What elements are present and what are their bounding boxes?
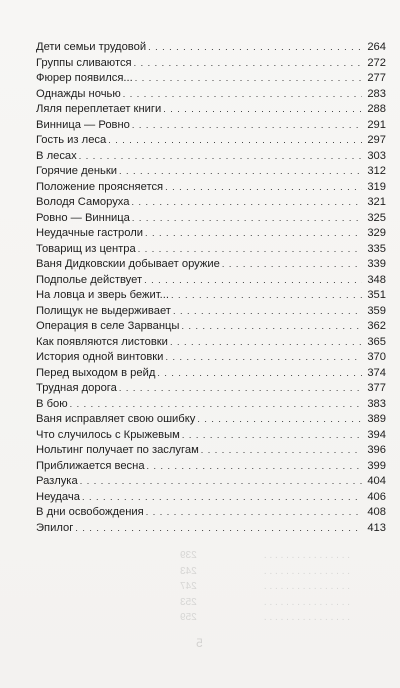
toc-entry — [36, 118, 386, 134]
dot-leader — [144, 273, 362, 289]
dot-leader — [131, 195, 362, 211]
toc-entry — [36, 350, 386, 366]
toc-entry-page: 348 — [367, 273, 386, 286]
toc-entry-page: 383 — [367, 397, 386, 410]
toc-entry-title: Фюрер появился... — [36, 72, 133, 84]
toc-entry-title: Володя Саморуха — [36, 196, 130, 208]
toc-entry-title: Приближается весна — [36, 459, 145, 472]
toc-entry — [36, 521, 386, 537]
toc-entry-page: 339 — [367, 258, 386, 270]
toc-entry-page: 396 — [367, 444, 386, 456]
toc-entry-page: 272 — [367, 56, 386, 69]
dot-leader — [173, 304, 362, 320]
dot-leader — [75, 521, 362, 537]
toc-entry-page: 351 — [367, 289, 386, 301]
dot-leader — [146, 505, 362, 521]
toc-entry-title: Как появляются листовки — [36, 335, 168, 348]
toc-entry-page: 321 — [367, 196, 386, 208]
toc-entry — [36, 428, 386, 444]
toc-entry-title: Однажды ночью — [36, 87, 121, 100]
toc-entry-page: 399 — [367, 459, 386, 472]
dot-leader — [182, 428, 362, 444]
toc-entry — [36, 474, 386, 490]
toc-entry-page: 362 — [367, 320, 386, 332]
toc-entry — [36, 149, 386, 165]
toc-entry-title: Перед выходом в рейд — [36, 366, 156, 379]
toc-entry — [36, 304, 386, 320]
toc-entry-page: 283 — [367, 87, 386, 100]
dot-leader — [157, 366, 362, 382]
toc-entry — [36, 180, 386, 196]
toc-entry-title: Товарищ из центра — [36, 242, 136, 255]
toc-entry — [36, 211, 386, 227]
toc-entry — [36, 505, 386, 521]
dot-leader — [165, 350, 362, 366]
toc-entry-title: В дни освобождения — [36, 506, 144, 518]
toc-entry — [36, 102, 386, 118]
dot-leader — [148, 40, 362, 56]
toc-entry-title: Операция в селе Зарванцы — [36, 320, 180, 332]
toc-entry-title: Горячие деньки — [36, 165, 117, 177]
toc-entry — [36, 71, 386, 87]
toc-entry-title: В бою — [36, 397, 68, 410]
toc-entry-title: Эпилог — [36, 521, 74, 534]
table-of-contents — [36, 40, 386, 536]
toc-entry-page: 365 — [367, 335, 386, 348]
dot-leader — [163, 102, 362, 118]
toc-entry-title: Группы сливаются — [36, 56, 132, 69]
toc-entry-title: Разлука — [36, 475, 78, 487]
toc-entry-page: 374 — [367, 366, 386, 379]
toc-entry-title: Гость из леса — [36, 134, 107, 146]
toc-entry — [36, 273, 386, 289]
toc-entry — [36, 257, 386, 273]
toc-entry — [36, 319, 386, 335]
toc-entry — [36, 397, 386, 413]
toc-entry — [36, 133, 386, 149]
toc-entry-page: 291 — [367, 118, 386, 131]
toc-entry — [36, 226, 386, 242]
toc-entry-page: 264 — [367, 41, 386, 53]
toc-entry — [36, 56, 386, 72]
toc-entry-title: История одной винтовки — [36, 351, 164, 363]
dot-leader — [171, 288, 362, 304]
toc-entry — [36, 288, 386, 304]
toc-entry-page: 325 — [367, 211, 386, 224]
bleed-through-page-number: 5 — [196, 636, 203, 650]
toc-entry-page: 377 — [367, 382, 386, 394]
toc-entry-title: Неудачные гастроли — [36, 227, 144, 239]
toc-entry-title: Положение проясняется — [36, 180, 164, 193]
toc-entry — [36, 195, 386, 211]
toc-entry-page: 312 — [367, 165, 386, 177]
toc-entry — [36, 366, 386, 382]
toc-entry — [36, 381, 386, 397]
toc-entry-page: 389 — [367, 413, 386, 425]
toc-entry-title: Нольтинг получает по заслугам — [36, 444, 199, 456]
toc-entry-title: Дети семьи трудовой — [36, 41, 147, 53]
toc-entry-title: Винница — Ровно — [36, 118, 130, 131]
toc-entry-title: Ваня исправляет свою ошибку — [36, 413, 196, 425]
toc-entry-page: 303 — [367, 149, 386, 162]
toc-entry — [36, 412, 386, 428]
toc-entry-page: 413 — [367, 521, 386, 534]
toc-entry-page: 408 — [367, 506, 386, 518]
toc-entry-title: На ловца и зверь бежит... — [36, 289, 169, 301]
toc-entry-page: 404 — [367, 475, 386, 487]
dot-leader — [119, 164, 362, 180]
dot-leader — [123, 87, 362, 103]
toc-entry-page: 370 — [367, 351, 386, 363]
toc-entry — [36, 164, 386, 180]
toc-entry-page: 319 — [367, 180, 386, 193]
toc-entry-title: Трудная дорога — [36, 382, 117, 394]
toc-entry — [36, 443, 386, 459]
toc-entry-title: В лесах — [36, 149, 77, 162]
dot-leader — [82, 490, 362, 506]
toc-entry-title: Полищук не выдерживает — [36, 304, 171, 317]
toc-entry-title: Что случилось с Крыжевым — [36, 428, 180, 441]
toc-entry — [36, 335, 386, 351]
dot-leader — [147, 459, 362, 475]
dot-leader — [222, 257, 362, 273]
toc-entry-page: 277 — [367, 72, 386, 84]
toc-entry-title: Ровно — Винница — [36, 211, 130, 224]
bleed-through-text: . . . . . . . . . . . . . . . . 239 . . . . . . . . . . . . . . . . 243 . . . . . . . . . . . . . . . . 247 . . . . . . . . . . . . . . . . 253 . . . . . . . . . . . . . . . . 259 — [180, 550, 350, 623]
toc-entry-page: 335 — [367, 242, 386, 255]
dot-leader — [134, 56, 362, 72]
dot-leader — [132, 211, 362, 227]
toc-entry-page: 297 — [367, 134, 386, 146]
toc-entry-page: 406 — [367, 490, 386, 503]
dot-leader — [70, 397, 362, 413]
toc-entry — [36, 459, 386, 475]
dot-leader — [135, 71, 362, 87]
toc-entry — [36, 40, 386, 56]
toc-entry — [36, 242, 386, 258]
dot-leader — [132, 118, 362, 134]
toc-entry-page: 288 — [367, 103, 386, 115]
toc-entry-title: Ваня Дидковскии добывает оружие — [36, 258, 220, 270]
dot-leader — [119, 381, 362, 397]
dot-leader — [138, 242, 362, 258]
toc-entry — [36, 490, 386, 506]
dot-leader — [108, 133, 362, 149]
toc-entry-title: Подполье действует — [36, 273, 143, 286]
toc-entry-page: 359 — [367, 304, 386, 317]
dot-leader — [197, 412, 362, 428]
toc-entry — [36, 87, 386, 103]
dot-leader — [201, 443, 362, 459]
toc-entry-page: 329 — [367, 227, 386, 239]
toc-entry-page: 394 — [367, 428, 386, 441]
dot-leader — [79, 149, 362, 165]
dot-leader — [165, 180, 362, 196]
toc-entry-title: Ляля переплетает книги — [36, 103, 162, 115]
dot-leader — [181, 319, 362, 335]
dot-leader — [170, 335, 362, 351]
dot-leader — [145, 226, 362, 242]
dot-leader — [80, 474, 362, 490]
toc-entry-title: Неудача — [36, 490, 80, 503]
